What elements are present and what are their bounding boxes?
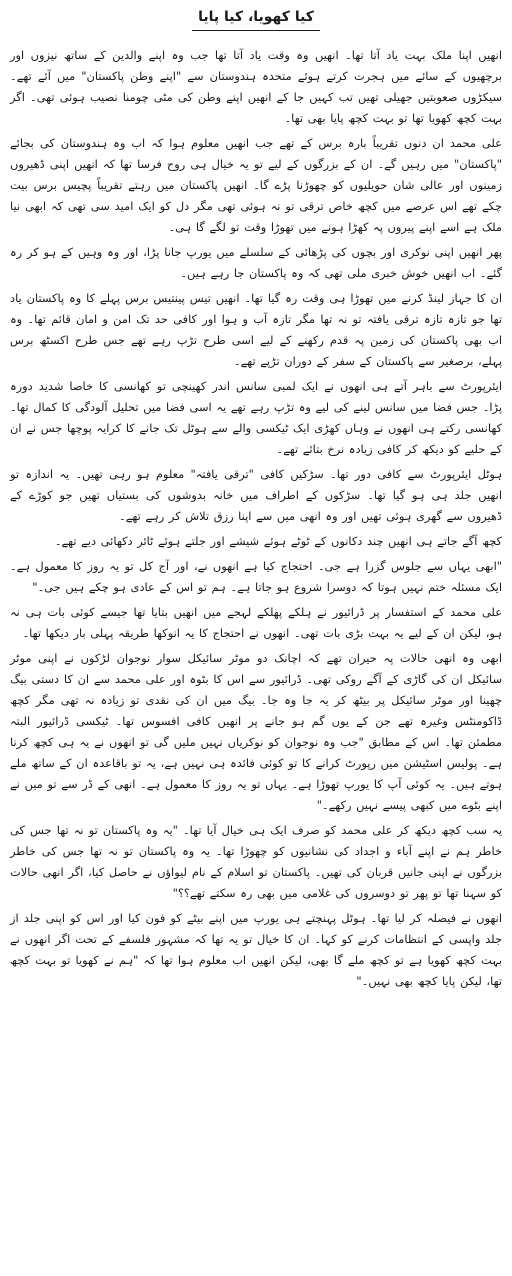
article-paragraph: کچھ آگے جاتے ہی انھیں چند دکانوں کے ٹوٹے ہوئے شیشے اور جلتے ہوئے ٹائر دکھائی دیے تھے۔	[54, 534, 502, 548]
article-paragraph: انھیں اپنا ملک بہت یاد آتا تھا۔ انھیں وہ وقت یاد آتا تھا جب وہ اپنے والدین کے ساتھ نیزوں اور برچھیوں کے سائے میں ہجرت کرتے ہوئے متحدہ ہندوستان سے "اپنے وطن پاکستان" میں آئے تھے۔ سیکڑوں صعوبتیں جھیلی تھیں تب کہیں جا کے انھیں اپنے وطن کی مٹی چومنا نصیب ہوئی تھی۔ اگر بہت کچھ کھویا تھا تو بہت کچھ پایا بھی تھا۔	[10, 48, 502, 125]
article-paragraph: انھوں نے فیصلہ کر لیا تھا۔ ہوٹل پہنچتے ہی یورپ میں اپنے بیٹے کو فون کیا اور اس کو اپنی جلد از جلد واپسی کے انتظامات کرنے کو کہا۔ ان کا خیال تو یہ تھا کہ مشہور فلسفے کے تحت اگر انھوں نے بہت کچھ کھویا ہے تو کچھ ملے گا بھی، لیکن انھیں اب معلوم ہوا تھا کہ "ہم نے کھویا تو بہت کچھ تھا، لیکن پایا کچھ بھی نہیں۔"	[10, 911, 502, 988]
article-paragraph: علی محمد کے استفسار پر ڈرائیور نے ہلکے پھلکے لہجے میں انھیں بتایا تھا جیسے کوئی بات ہی نہ ہو، لیکن ان کے لیے یہ بہت بڑی بات تھی۔ انھوں نے احتجاج کا یہ انوکھا طریقہ پہلی بار دیکھا تھا۔	[10, 605, 502, 640]
article-paragraph: ہوٹل ایئرپورٹ سے کافی دور تھا۔ سڑکیں کافی "ترقی یافتہ" معلوم ہو رہی تھیں۔ یہ اندازہ تو انھیں جلد ہی ہو گیا تھا۔ سڑکوں کے اطراف میں خانہ بدوشوں کی بستیاں تھیں جو کوڑے کے ڈھیروں سے گھری ہوئی تھیں اور وہ انھی میں سے اپنا رزق تلاش کر رہے تھے۔	[10, 467, 502, 523]
article-paragraph: علی محمد ان دنوں تقریباً بارہ برس کے تھے جب انھیں معلوم ہوا کہ اب وہ ہندوستان کی بجائے "پاکستان" میں رہیں گے۔ ان کے بزرگوں کے لیے تو یہ خیال ہی روح فرسا تھا کہ انھیں اپنی ڈھیروں زمینوں اور عالی شان حویلیوں کو چھوڑنا پڑے گا۔ انھیں پاکستان میں رہتے تقریباً پچیس برس بیت چکے تھے اس عرصے میں کچھ خاص ترقی تو نہ ہوئی تھی مگر دل کو ایک امید سی تھی کہ ابھی نیا ملک ہے اسے اپنے پیروں پہ کھڑا ہونے میں تھوڑا وقت تو لگے گا ہی۔	[10, 136, 502, 234]
article-title	[10, 6, 502, 31]
article-paragraph: ان کا جہاز لینڈ کرنے میں تھوڑا ہی وقت رہ گیا تھا۔ انھیں تیس پینتیس برس پہلے کا وہ پاکستان یاد تھا جو تازہ تازہ ترقی یافتہ تو نہ تھا مگر تازہ آب و ہوا اور کافی حد تک امن و امان قائم تھا۔ وہ اب بھی پاکستان کی زمین پہ قدم رکھنے کے لیے اسی طرح تڑپ رہے تھے جس طرح اکسٹھ برس پہلے، برصغیر سے پاکستان کے سفر کے دوران تڑپے تھے۔	[10, 291, 502, 368]
article-paragraph: "ابھی یہاں سے جلوس گزرا ہے جی۔ احتجاج کیا ہے انھوں نے، اور آج کل تو یہ روز کا معمول ہے۔ ایک مسئلہ ختم نہیں ہوتا کہ دوسرا شروع ہو جاتا ہے۔ ہم تو اس کے عادی ہو چکے ہیں جی۔"	[10, 559, 502, 594]
article-paragraph: ایئرپورٹ سے باہر آتے ہی انھوں نے ایک لمبی سانس اندر کھینچی تو کھانسی کا خاصا شدید دورہ پڑا۔ جس فضا میں سانس لینے کی لیے وہ تڑپ رہے تھے یہ اسی فضا میں تحلیل آلودگی کا کمال تھا۔ کھانسی رکتے ہی انھوں نے وہاں کھڑی ایک ٹیکسی والے سے ہوٹل تک جانے کا کرایہ پوچھا جس نے ان کے حلیے کو دیکھ کر کافی زیادہ نرخ بتائے تھے۔	[10, 379, 502, 456]
article-paragraph: پھر انھیں اپنی نوکری اور بچوں کی پڑھائی کے سلسلے میں یورپ جانا پڑا، اور وہ وہیں کے ہو کر رہ گئے۔ اب انھیں خوش خبری ملی تھی کہ وہ پاکستان جا رہے ہیں۔	[10, 245, 502, 280]
article-paragraph: ابھی وہ انھی حالات پہ حیران تھے کہ اچانک دو موٹر سائیکل سوار نوجوان لڑکوں نے اپنی موٹر سائیکل ان کی گاڑی کے آگے روکی تھی۔ ڈرائیور سے اس کا بٹوہ اور علی محمد سے ان کا دستی بیگ چھینا اور موٹر سائیکل پر بیٹھ کر یہ جا وہ جا۔ بیگ میں ان کی نقدی تو زیادہ نہ تھی مگر کچھ ڈاکومنٹس وغیرہ تھے جن کے یوں گم ہو جانے پر انھیں کافی افسوس تھا۔ ٹیکسی ڈرائیور البتہ مطمئن تھا۔ اس کے مطابق "جب وہ نوجوان کو نوکریاں نہیں ملیں گی تو انھوں نے یہ ہی کچھ کرنا ہے۔ پولیس اسٹیشن میں رپورٹ کرانے کا تو کوئی فائدہ ہی نہیں ہے، یہ تو باقاعدہ ان کے ساتھ ملے ہوتے ہیں۔ یہ کوئی آپ کا یورپ تھوڑا ہے۔ یہاں تو یہ روز کا معمول ہے۔ انھی کے ڈر سے تو میں نے اپنے بٹوے میں کبھی پیسے نہیں رکھے۔"	[10, 651, 502, 812]
article-paragraph: یہ سب کچھ دیکھ کر علی محمد کو صرف ایک ہی خیال آیا تھا۔ "یہ وہ پاکستان تو نہ تھا جس کی خاطر ہم نے اپنے آباء و اجداد کی نشانیوں کو چھوڑا تھا۔ یہ وہ پاکستان تو نہ تھا جس کی خاطر بزرگوں نے اپنی جانیں قربان کی تھیں۔ پاکستان تو اسلام کے نام لیواؤں نے حاصل کیا، اگر انھی حالات کو سہنا تھا تو پھر تو دوسروں کی غلامی میں بھی رہ سکتے تھے؟؟"	[10, 823, 502, 900]
article-title-text: کیا کھویا، کیا پایا	[192, 6, 320, 31]
